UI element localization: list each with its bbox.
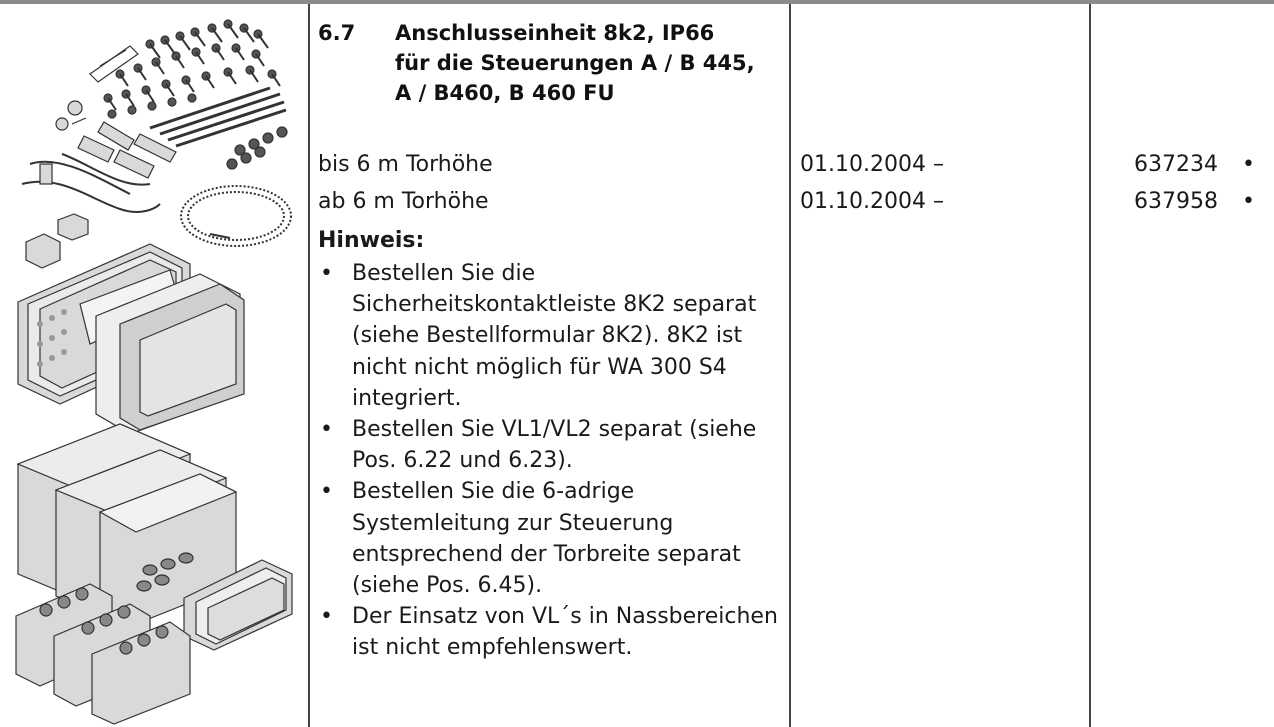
note-item — [318, 601, 788, 663]
note-line: Sicherheitskontaktleiste 8K2 separat — [352, 292, 757, 318]
note-line: integriert. — [352, 385, 462, 411]
note-item — [318, 258, 788, 414]
note-list — [318, 258, 788, 664]
note-line: (siehe Pos. 6.45). — [352, 573, 543, 599]
note-line: Bestellen Sie VL1/VL2 separat (siehe — [352, 417, 757, 443]
valid-from-date: 01.10.2004 – — [800, 152, 944, 177]
note-line: entsprechend der Torbreite separat — [352, 541, 741, 567]
product-parts-illustration — [0, 4, 308, 727]
note-line: Bestellen Sie die — [352, 261, 536, 286]
article-number: 637958 — [1134, 189, 1218, 214]
note-line: Systemleitung zur Steuerung — [352, 510, 674, 536]
bullet-icon: • — [320, 604, 333, 630]
housing-lid-illustration — [18, 244, 244, 434]
variant-label: bis 6 m Torhöhe — [318, 152, 493, 177]
column-divider — [1089, 4, 1091, 727]
section-title-line: für die Steuerungen A / B 445, — [395, 51, 755, 75]
note-item — [318, 476, 788, 601]
note-line: nicht nicht möglich für WA 300 S4 — [352, 354, 727, 380]
availability-marker: • — [1242, 189, 1255, 214]
article-number: 637234 — [1134, 152, 1218, 177]
note-line: Der Einsatz von VL´s in Nassbereichen — [352, 604, 778, 630]
note-line: Pos. 6.22 und 6.23). — [352, 448, 573, 474]
column-divider — [308, 4, 310, 727]
note-line: ist nicht empfehlenswert. — [352, 635, 633, 661]
variant-label: ab 6 m Torhöhe — [318, 189, 489, 214]
note-item — [318, 414, 788, 476]
section-title-line: Anschlusseinheit 8k2, IP66 — [395, 21, 715, 45]
bullet-icon: • — [320, 417, 333, 443]
section-title-line: A / B460, B 460 FU — [395, 81, 615, 105]
cable-gland-illustration — [78, 122, 176, 178]
bullet-icon: • — [320, 479, 333, 505]
bullet-icon: • — [320, 261, 333, 286]
note-line: (siehe Bestellformular 8K2). 8K2 ist — [352, 323, 743, 349]
availability-marker: • — [1242, 152, 1255, 177]
section-number: 6.7 — [318, 21, 356, 45]
valid-from-date: 01.10.2004 – — [800, 189, 944, 214]
note-heading: Hinweis: — [318, 228, 425, 253]
column-divider — [789, 4, 791, 727]
note-line: Bestellen Sie die 6-adrige — [352, 479, 635, 505]
